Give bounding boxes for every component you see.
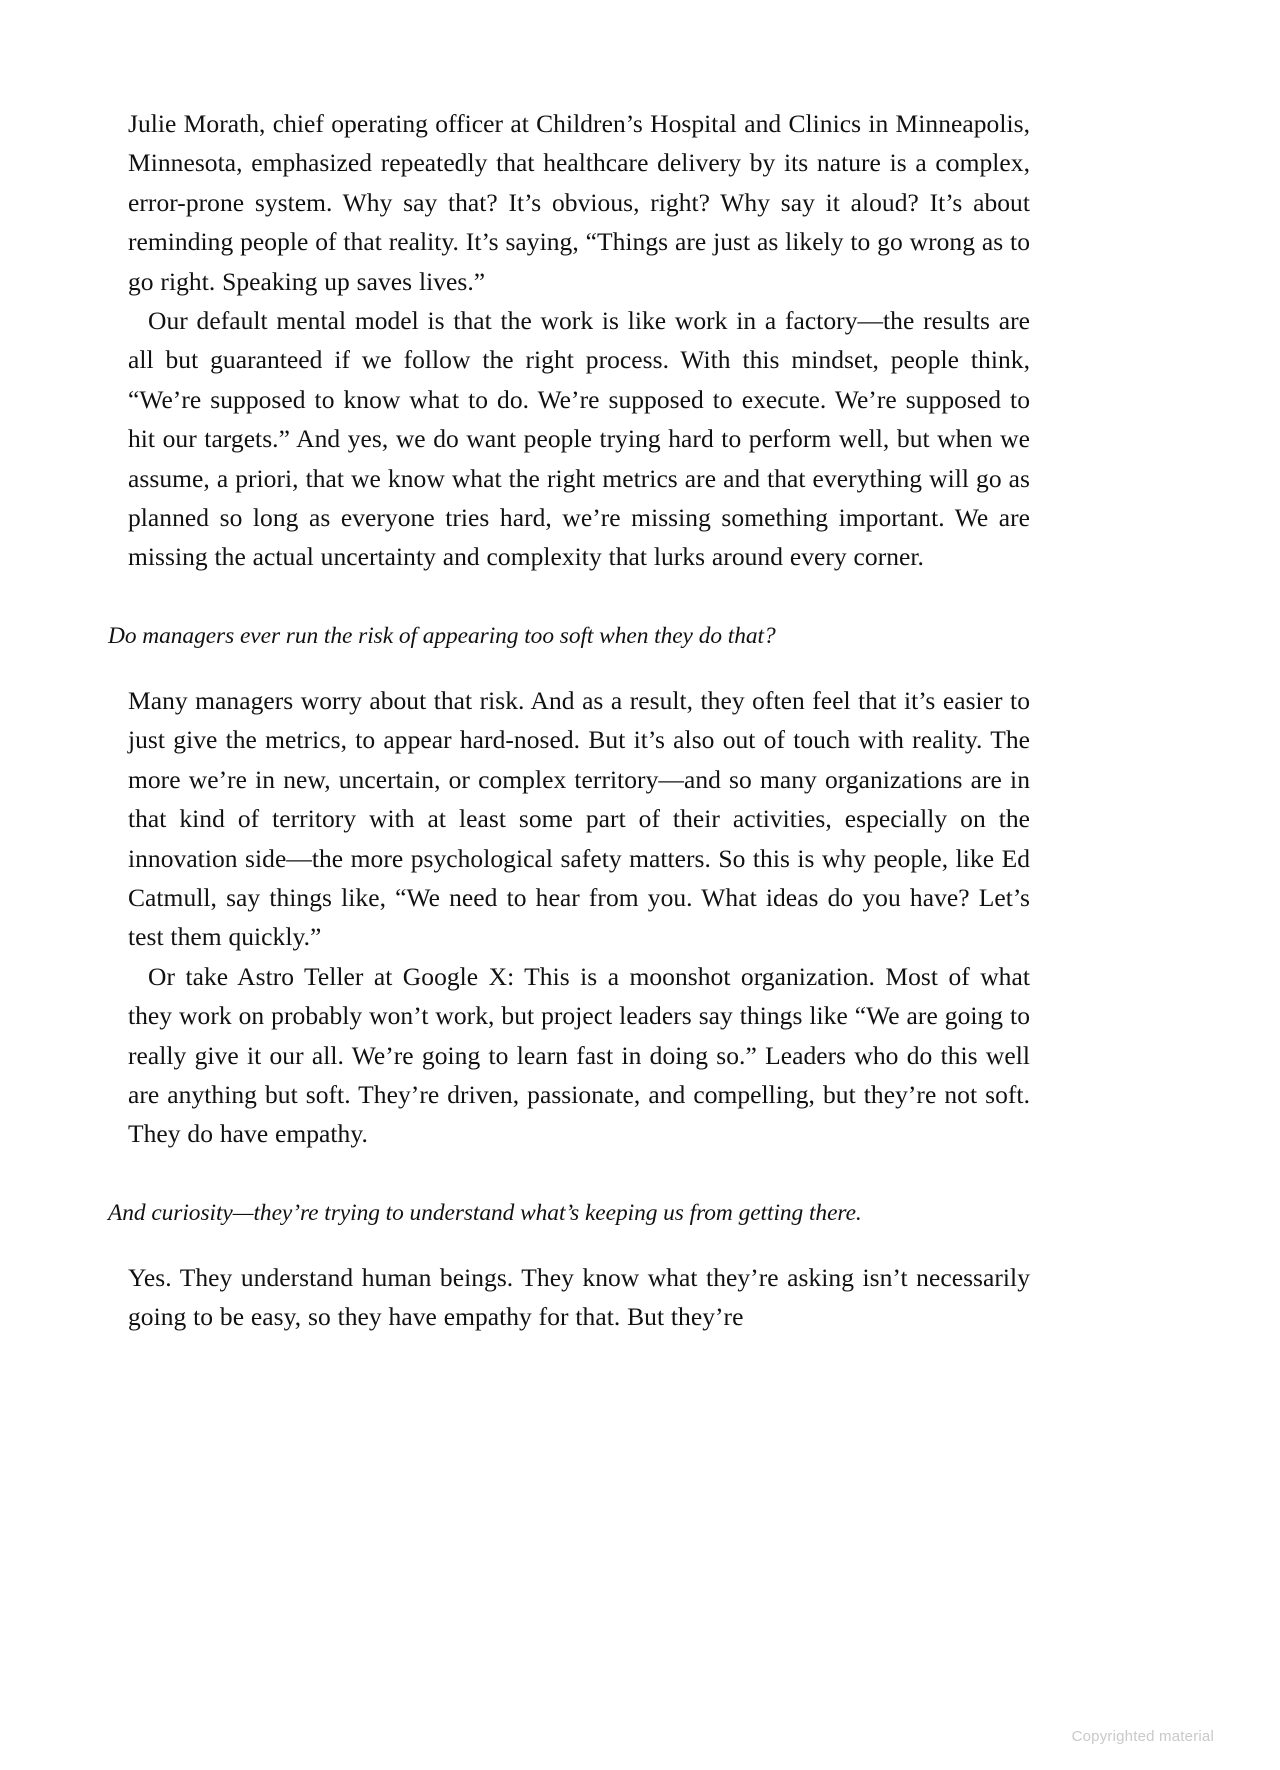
page-text-column [108,104,1030,1337]
spacer-after-question-2 [128,1230,1030,1258]
paragraph-they-understand-human-beings: Yes. They understand human beings. They know what they’re asking isn’t necessarily going to be easy, so they have empathy for that. But they’re [128,1262,1030,1332]
spacer-after-question-1 [128,653,1030,681]
spacer-before-question-1 [128,577,1030,619]
interview-question-too-soft: Do managers ever run the risk of appearing too soft when they do that? [108,622,776,649]
interview-question-curiosity: And curiosity—they’re trying to understand what’s keeping us from getting there. [108,1199,862,1226]
paragraph-many-managers-worry: Many managers worry about that risk. And as a result, they often feel that it’s easier to just give the metrics, to appear hard-nosed. But it’s also out of touch with reality. The more we’re in new, uncertain, or complex territory—and so many organizations are in that kind of territory with at least some part of their activities, especially on the innovation side—the more psychological safety matters. So this is why people, like Ed Catmull, say things like, “We need to hear from you. What ideas do you have? Let’s test them quickly.” [128,685,1030,952]
paragraph-default-mental-model: Our default mental model is that the work is like work in a factory—the results are all but guaranteed if we follow the right process. With this mindset, people think, “We’re supposed to know what to do. We’re supposed to execute. We’re supposed to hit our targets.” And yes, we do want people trying hard to perform well, but when we assume, a priori, that we know what the right metrics are and that everything will go as planned so long as everyone tries hard, we’re missing something important. We are missing the actual uncertainty and complexity that lurks around every corner. [128,306,1030,572]
spacer-before-question-2 [128,1154,1030,1196]
paragraph-astro-teller: Or take Astro Teller at Google X: This is a moonshot organization. Most of what they work on probably won’t work, but project leaders say things like “We are going to really give it our all. We’re going to learn fast in doing so.” Leaders who do this well are anything but soft. They’re driven, passionate, and compelling, but they’re not soft. They do have empathy. [128,961,1030,1149]
paragraph-julie-morath: Julie Morath, chief operating officer at Children’s Hospital and Clinics in Minneapolis, Minnesota, emphasized repeatedly that healthcare delivery by its nature is a complex, error-prone system. Why say that? It’s obvious, right? Why say it aloud? It’s about reminding people of that reality. It’s saying, “Things are just as likely to go wrong as to go right. Speaking up saves lives.” [128,109,1030,296]
copyrighted-material-watermark: Copyrighted material [1071,1728,1214,1745]
